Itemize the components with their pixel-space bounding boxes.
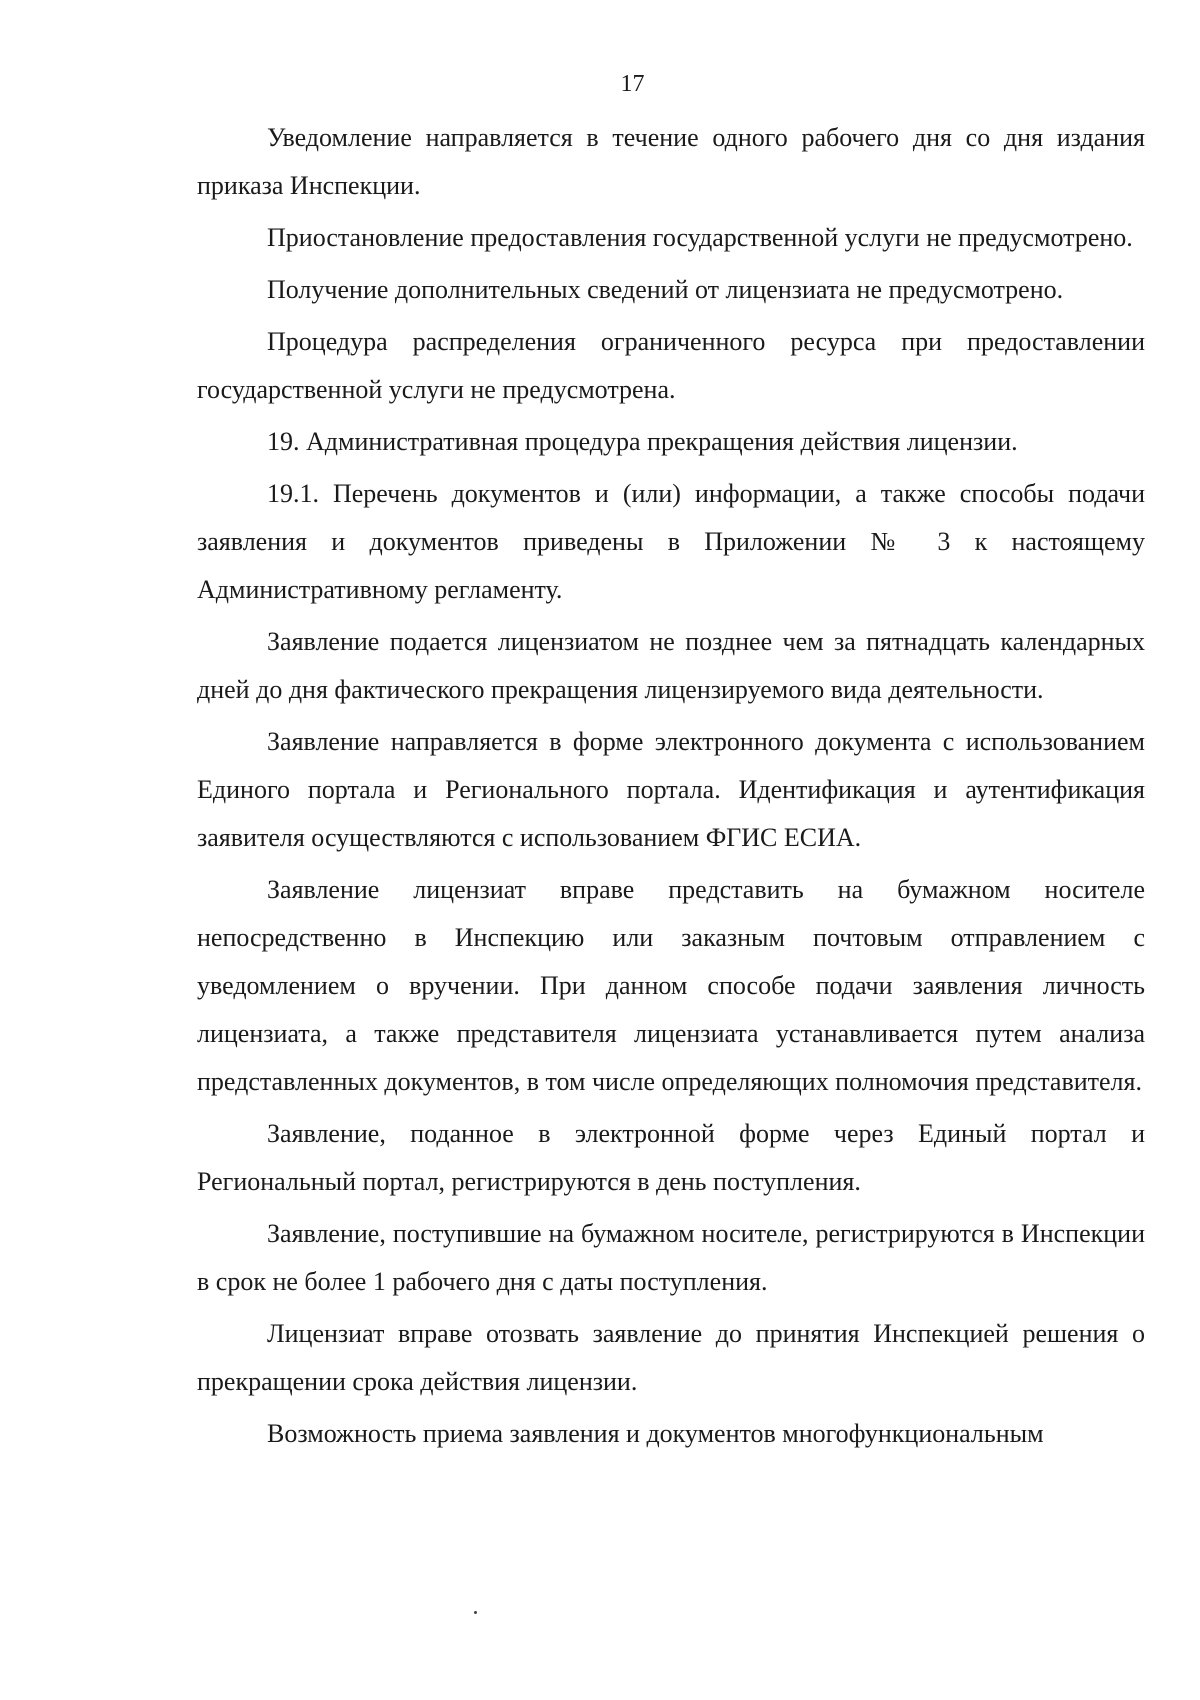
section-heading-19: 19. Административная процедура прекращения действия лицензии. xyxy=(267,427,1018,456)
paragraph-withdrawal: Лицензиат вправе отозвать заявление до принятия Инспекцией решения о прекращении срока действия лицензии. xyxy=(197,1319,1145,1396)
document-body xyxy=(197,114,1145,1458)
page-number: 17 xyxy=(620,71,645,97)
paragraph-resource-distribution: Процедура распределения ограниченного ресурса при предоставлении государственной услуги не предусмотрена. xyxy=(197,327,1145,404)
paragraph-paper-registration: Заявление, поступившие на бумажном носителе, регистрируются в Инспекции в срок не более 1 рабочего дня с даты поступления. xyxy=(197,1219,1145,1296)
paragraph-notice-timing: Уведомление направляется в течение одного рабочего дня со дня издания приказа Инспекции. xyxy=(197,123,1145,200)
scan-speck xyxy=(474,1611,477,1614)
paragraph-suspension: Приостановление предоставления государственной услуги не предусмотрено. xyxy=(267,223,1133,252)
paragraph-mfc-acceptance: Возможность приема заявления и документов многофункциональным xyxy=(267,1419,1044,1448)
paragraph-19-1: 19.1. Перечень документов и (или) информации, а также способы подачи заявления и документов приведены в Приложении № 3 к настоящему Административному регламенту. xyxy=(197,479,1145,604)
paragraph-electronic-registration: Заявление, поданное в электронной форме через Единый портал и Региональный портал, регистрируются в день поступления. xyxy=(197,1119,1145,1196)
paragraph-submission-deadline: Заявление подается лицензиатом не позднее чем за пятнадцать календарных дней до дня фактического прекращения лицензируемого вида деятельности. xyxy=(197,627,1145,704)
paragraph-paper-submission: Заявление лицензиат вправе представить на бумажном носителе непосредственно в Инспекцию или заказным почтовым отправлением с уведомлением о вручении. При данном способе подачи заявления личность лицензиата, а также представителя лицензиата устанавливается путем анализа представленных документов, в том числе определяющих полномочия представителя. xyxy=(197,875,1145,1096)
paragraph-additional-info: Получение дополнительных сведений от лицензиата не предусмотрено. xyxy=(267,275,1064,304)
paragraph-electronic-submission: Заявление направляется в форме электронного документа с использованием Единого портала и Регионального портала. Идентификация и аутентификация заявителя осуществляются с использованием ФГИС ЕСИА. xyxy=(197,727,1145,852)
